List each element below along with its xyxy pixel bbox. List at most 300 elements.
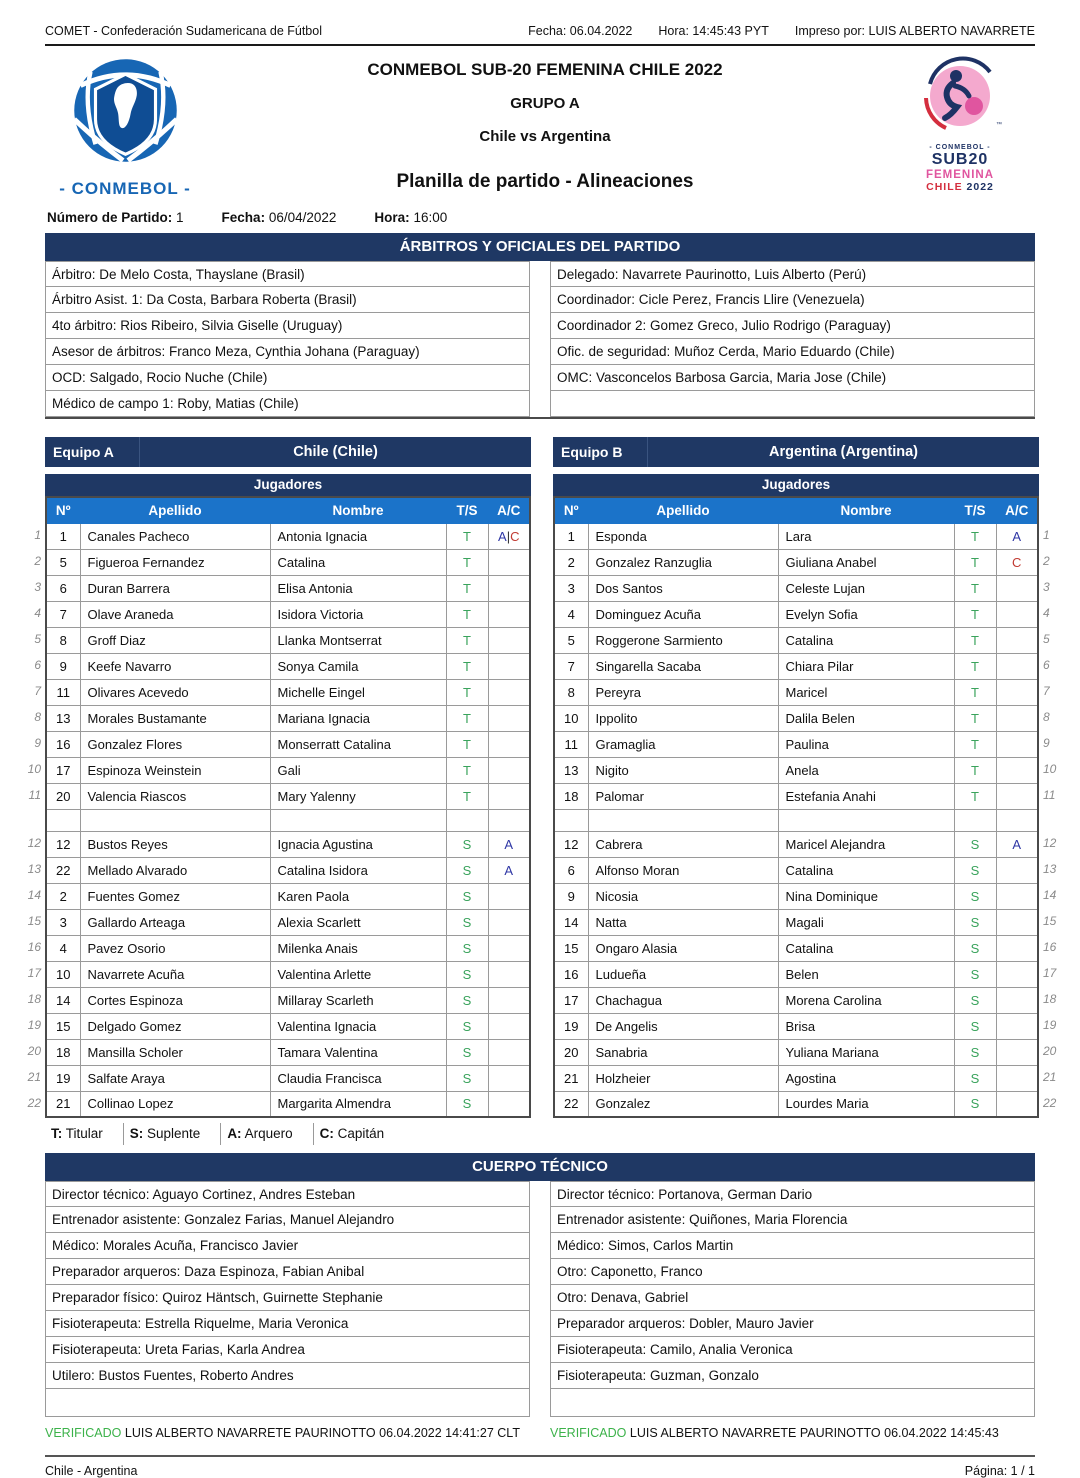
player-row: [554, 653, 1038, 679]
print-date: Fecha: 06.04.2022: [528, 24, 633, 38]
team-a-label: Equipo A: [45, 437, 140, 467]
player-nombre-cell: Nina Dominique: [778, 883, 954, 909]
player-ac-cell: [996, 783, 1038, 809]
col-ts: T/S: [954, 497, 996, 523]
separator-cell: [446, 809, 488, 831]
arquero-flag: A: [1012, 528, 1022, 544]
separator-row: [554, 809, 1038, 831]
player-nombre-cell: Estefania Anahi: [778, 783, 954, 809]
player-number-cell: 19: [554, 1013, 588, 1039]
player-nombre-cell: Valentina Ignacia: [270, 1013, 446, 1039]
player-ts-cell: S: [446, 1013, 488, 1039]
staff-row: Utilero: Bustos Fuentes, Roberto Andres: [45, 1363, 530, 1389]
player-ts-cell: S: [954, 883, 996, 909]
player-apellido-cell: Olave Araneda: [80, 601, 270, 627]
player-ts-cell: T: [954, 575, 996, 601]
player-number-cell: 5: [46, 549, 80, 575]
player-ac-cell: [996, 1013, 1038, 1039]
legend-key: C:: [319, 1126, 334, 1141]
player-number-cell: 8: [554, 679, 588, 705]
player-ac-cell: [996, 705, 1038, 731]
player-number-cell: 9: [554, 883, 588, 909]
player-ts-cell: S: [446, 883, 488, 909]
player-nombre-cell: Catalina: [778, 627, 954, 653]
row-index: 13: [1043, 862, 1057, 876]
player-row: [46, 909, 530, 935]
player-ts-cell: T: [446, 653, 488, 679]
player-row: [554, 831, 1038, 857]
player-apellido-cell: Valencia Riascos: [80, 783, 270, 809]
player-ac-cell: [488, 757, 530, 783]
player-apellido-cell: Nigito: [588, 757, 778, 783]
logo-femenina-line: FEMENINA: [925, 169, 995, 181]
separator-cell: [80, 809, 270, 831]
player-number-cell: 11: [554, 731, 588, 757]
team-b-jugadores-bar: Jugadores: [553, 474, 1039, 496]
officials-section: [45, 233, 1035, 419]
player-nombre-cell: Sonya Camila: [270, 653, 446, 679]
player-ts-cell: T: [446, 575, 488, 601]
row-index: 7: [1043, 684, 1050, 698]
row-index: 5: [1043, 632, 1050, 646]
player-nombre-cell: Chiara Pilar: [778, 653, 954, 679]
player-row: [46, 1039, 530, 1065]
player-number-cell: 1: [46, 523, 80, 549]
player-number-cell: 13: [46, 705, 80, 731]
player-nombre-cell: Maricel: [778, 679, 954, 705]
legend-item: A: Arquero: [221, 1123, 313, 1145]
player-ts-cell: T: [446, 757, 488, 783]
player-number-cell: 10: [554, 705, 588, 731]
staff-right-column: [550, 1181, 1035, 1417]
player-ac-cell: [996, 935, 1038, 961]
player-ts-cell: T: [446, 549, 488, 575]
player-apellido-cell: Pavez Osorio: [80, 935, 270, 961]
player-number-cell: 22: [46, 857, 80, 883]
col-nombre: Nombre: [778, 497, 954, 523]
player-number-cell: 12: [46, 831, 80, 857]
player-number-cell: 2: [554, 549, 588, 575]
player-ac-cell: [996, 909, 1038, 935]
player-ac-cell: [488, 575, 530, 601]
player-apellido-cell: Gonzalez Ranzuglia: [588, 549, 778, 575]
player-row: [46, 575, 530, 601]
player-row: [554, 757, 1038, 783]
row-index: 3: [1043, 580, 1050, 594]
player-ac-cell: [488, 1091, 530, 1117]
conmebol-wordmark: - CONMEBOL -: [59, 179, 191, 198]
row-index: 7: [34, 684, 41, 698]
player-row: [46, 935, 530, 961]
legend-key: S:: [129, 1126, 144, 1141]
player-apellido-cell: Natta: [588, 909, 778, 935]
match-date: [222, 210, 337, 225]
staff-row: Preparador arqueros: Dobler, Mauro Javier: [550, 1311, 1035, 1337]
staff-row: Otro: Caponetto, Franco: [550, 1259, 1035, 1285]
player-nombre-cell: Brisa: [778, 1013, 954, 1039]
row-index: 15: [27, 914, 41, 928]
player-nombre-cell: Elisa Antonia: [270, 575, 446, 601]
player-number-cell: 8: [46, 627, 80, 653]
conmebol-logo: [45, 54, 205, 204]
player-ac-cell: [996, 549, 1038, 575]
player-nombre-cell: Claudia Francisca: [270, 1065, 446, 1091]
row-index: 17: [1043, 966, 1057, 980]
player-nombre-cell: Agostina: [778, 1065, 954, 1091]
player-ac-cell: [488, 857, 530, 883]
team-b-block: [553, 437, 1057, 1118]
player-ts-cell: T: [954, 627, 996, 653]
player-row: [46, 653, 530, 679]
match-number-value: 1: [176, 210, 184, 225]
player-row: [46, 601, 530, 627]
player-ts-cell: T: [446, 601, 488, 627]
arquero-flag: A: [504, 862, 514, 878]
player-ac-cell: [488, 987, 530, 1013]
row-index: 20: [1043, 1044, 1057, 1058]
player-row: [554, 1013, 1038, 1039]
player-ac-cell: [488, 549, 530, 575]
logo-sub20-line: SUB20: [931, 151, 989, 168]
capitan-flag: C: [510, 528, 520, 544]
player-ac-cell: [488, 1065, 530, 1091]
row-index: 8: [1043, 710, 1050, 724]
player-ts-cell: T: [954, 653, 996, 679]
player-ac-cell: [488, 601, 530, 627]
player-row: [554, 575, 1038, 601]
player-number-cell: 9: [46, 653, 80, 679]
row-index: 8: [34, 710, 41, 724]
player-ts-cell: T: [446, 627, 488, 653]
capitan-flag: C: [1012, 554, 1022, 570]
player-nombre-cell: Celeste Lujan: [778, 575, 954, 601]
player-ts-cell: S: [446, 1039, 488, 1065]
player-ts-cell: S: [446, 1065, 488, 1091]
player-ts-cell: T: [954, 679, 996, 705]
player-ts-cell: S: [446, 1091, 488, 1117]
row-index: 15: [1043, 914, 1057, 928]
player-ts-cell: S: [954, 1013, 996, 1039]
player-ac-cell: [996, 523, 1038, 549]
player-nombre-cell: Magali: [778, 909, 954, 935]
player-apellido-cell: Salfate Araya: [80, 1065, 270, 1091]
player-row: [46, 961, 530, 987]
player-row: [46, 731, 530, 757]
row-index: 16: [27, 940, 41, 954]
player-number-cell: 6: [554, 857, 588, 883]
separator-cell: [554, 809, 588, 831]
player-ts-cell: S: [954, 987, 996, 1013]
player-nombre-cell: Tamara Valentina: [270, 1039, 446, 1065]
player-ac-cell: [488, 909, 530, 935]
player-row: [46, 1013, 530, 1039]
row-index: 18: [27, 992, 41, 1006]
player-number-cell: 16: [46, 731, 80, 757]
player-apellido-cell: Roggerone Sarmiento: [588, 627, 778, 653]
footer-page-number: Página: 1 / 1: [964, 1464, 1035, 1478]
fixture-title: Chile vs Argentina: [479, 128, 611, 145]
player-number-cell: 1: [554, 523, 588, 549]
player-row: [554, 935, 1038, 961]
player-ac-cell: [996, 757, 1038, 783]
separator-cell: [270, 809, 446, 831]
player-nombre-cell: Isidora Victoria: [270, 601, 446, 627]
team-a-row-index-rail: [23, 522, 41, 1116]
player-apellido-cell: Morales Bustamante: [80, 705, 270, 731]
player-nombre-cell: Antonia Ignacia: [270, 523, 446, 549]
rail-spacer: [23, 808, 41, 830]
player-ac-cell: [488, 883, 530, 909]
match-date-label: Fecha:: [221, 210, 266, 225]
player-number-cell: 4: [554, 601, 588, 627]
official-row: Ofic. de seguridad: Muñoz Cerda, Mario Eduardo (Chile): [550, 339, 1035, 365]
match-time-value: 16:00: [413, 210, 448, 225]
player-ac-cell: [488, 705, 530, 731]
player-row: [554, 1065, 1038, 1091]
player-ts-cell: S: [954, 831, 996, 857]
separator-cell: [588, 809, 778, 831]
player-ac-cell: [488, 1013, 530, 1039]
staff-empty-row: [550, 1389, 1035, 1417]
player-ac-cell: [996, 1065, 1038, 1091]
team-b-players-table: [553, 496, 1039, 1118]
logo-chile-text: CHILE: [926, 181, 963, 193]
player-apellido-cell: Figueroa Fernandez: [80, 549, 270, 575]
player-row: [554, 961, 1038, 987]
player-row: [554, 909, 1038, 935]
player-apellido-cell: Gramaglia: [588, 731, 778, 757]
teams-section: [27, 437, 1057, 1118]
player-row: [554, 1039, 1038, 1065]
player-apellido-cell: Collinao Lopez: [80, 1091, 270, 1117]
staff-row: Médico: Simos, Carlos Martin: [550, 1233, 1035, 1259]
player-number-cell: 5: [554, 627, 588, 653]
legend-key: A:: [227, 1126, 242, 1141]
conmebol-emblem-icon: [63, 54, 188, 172]
player-number-cell: 16: [554, 961, 588, 987]
player-row: [46, 783, 530, 809]
separator-row: [46, 809, 530, 831]
row-index: 16: [1043, 940, 1057, 954]
player-number-cell: 3: [554, 575, 588, 601]
player-row: [46, 549, 530, 575]
player-nombre-cell: Yuliana Mariana: [778, 1039, 954, 1065]
player-apellido-cell: Bustos Reyes: [80, 831, 270, 857]
staff-section: [45, 1153, 1035, 1417]
player-ac-cell: [488, 831, 530, 857]
player-nombre-cell: Maricel Alejandra: [778, 831, 954, 857]
team-b-label: Equipo B: [553, 437, 648, 467]
row-index: 17: [27, 966, 41, 980]
player-apellido-cell: Keefe Navarro: [80, 653, 270, 679]
staff-left-column: [45, 1181, 530, 1417]
verified-right: [550, 1426, 1035, 1440]
player-nombre-cell: Catalina: [778, 935, 954, 961]
player-ts-cell: S: [954, 909, 996, 935]
row-index: 5: [34, 632, 41, 646]
team-a-name: Chile (Chile): [293, 444, 378, 460]
player-apellido-cell: Dos Santos: [588, 575, 778, 601]
player-number-cell: 7: [46, 601, 80, 627]
staff-row: Director técnico: Portanova, German Dario: [550, 1181, 1035, 1207]
match-date-value: 06/04/2022: [268, 210, 337, 225]
player-apellido-cell: Canales Pacheco: [80, 523, 270, 549]
team-b-row-index-rail: [1043, 522, 1061, 1116]
match-number-label: Número de Partido:: [47, 210, 173, 225]
row-index: 14: [27, 888, 41, 902]
player-apellido-cell: Esponda: [588, 523, 778, 549]
player-nombre-cell: Karen Paola: [270, 883, 446, 909]
player-number-cell: 14: [554, 909, 588, 935]
group-title: GRUPO A: [510, 95, 580, 112]
separator-cell: [954, 809, 996, 831]
player-nombre-cell: Lourdes Maria: [778, 1091, 954, 1117]
player-apellido-cell: Sanabria: [588, 1039, 778, 1065]
player-row: [554, 627, 1038, 653]
player-nombre-cell: Evelyn Sofia: [778, 601, 954, 627]
player-row: [46, 883, 530, 909]
col-num: Nº: [554, 497, 588, 523]
player-apellido-cell: Nicosia: [588, 883, 778, 909]
official-row: OCD: Salgado, Rocio Nuche (Chile): [45, 365, 530, 391]
player-apellido-cell: Fuentes Gomez: [80, 883, 270, 909]
sub20-femenina-logo-icon: [912, 54, 1008, 138]
player-apellido-cell: Gonzalez Flores: [80, 731, 270, 757]
staff-row: Director técnico: Aguayo Cortinez, Andres Esteban: [45, 1181, 530, 1207]
col-ac: A/C: [488, 497, 530, 523]
official-row: [550, 391, 1035, 417]
player-row: [554, 883, 1038, 909]
player-apellido-cell: Olivares Acevedo: [80, 679, 270, 705]
page-title: Planilla de partido - Alineaciones: [396, 171, 694, 192]
verified-text: LUIS ALBERTO NAVARRETE PAURINOTTO 06.04.2022 14:41:27 CLT: [124, 1426, 520, 1440]
print-meta: [528, 24, 1035, 38]
staff-row: Entrenador asistente: Gonzalez Farias, Manuel Alejandro: [45, 1207, 530, 1233]
player-nombre-cell: Catalina: [778, 857, 954, 883]
row-index: 2: [1043, 554, 1050, 568]
player-ts-cell: S: [446, 857, 488, 883]
official-row: Árbitro: De Melo Costa, Thayslane (Brasil): [45, 261, 530, 287]
player-apellido-cell: Ippolito: [588, 705, 778, 731]
player-apellido-cell: Palomar: [588, 783, 778, 809]
player-number-cell: 14: [46, 987, 80, 1013]
logo-chile2022-line: [885, 181, 1035, 193]
team-b-columns-header: [554, 497, 1038, 523]
row-index: 1: [34, 528, 41, 542]
row-index: 6: [1043, 658, 1050, 672]
player-apellido-cell: Groff Diaz: [80, 627, 270, 653]
player-apellido-cell: Mansilla Scholer: [80, 1039, 270, 1065]
player-row: [46, 627, 530, 653]
row-index: 19: [27, 1018, 41, 1032]
officials-right-column: [550, 261, 1035, 417]
row-index: 4: [34, 606, 41, 620]
player-number-cell: 22: [554, 1091, 588, 1117]
player-ac-cell: [488, 961, 530, 987]
player-ac-cell: [996, 857, 1038, 883]
team-a-jugadores-bar: Jugadores: [45, 474, 531, 496]
verified-badge: VERIFICADO: [45, 1426, 122, 1440]
player-ac-cell: [488, 1039, 530, 1065]
official-row: Coordinador: Cicle Perez, Francis Llire (Venezuela): [550, 287, 1035, 313]
col-apellido: Apellido: [588, 497, 778, 523]
separator-cell: [778, 809, 954, 831]
player-ac-cell: [996, 679, 1038, 705]
player-apellido-cell: Delgado Gomez: [80, 1013, 270, 1039]
player-apellido-cell: Holzheier: [588, 1065, 778, 1091]
player-row: [46, 987, 530, 1013]
staff-empty-row: [45, 1389, 530, 1417]
player-apellido-cell: De Angelis: [588, 1013, 778, 1039]
player-ts-cell: T: [954, 705, 996, 731]
staff-section-title: CUERPO TÉCNICO: [45, 1153, 1035, 1181]
verified-row: [45, 1426, 1035, 1440]
player-apellido-cell: Ongaro Alasia: [588, 935, 778, 961]
col-num: Nº: [46, 497, 80, 523]
flag-separator: |: [506, 528, 511, 544]
top-meta-bar: [45, 24, 1035, 46]
row-index: 10: [1043, 762, 1057, 776]
player-ts-cell: T: [446, 705, 488, 731]
player-ac-cell: [488, 731, 530, 757]
tournament-title: CONMEBOL SUB-20 FEMENINA CHILE 2022: [367, 60, 723, 79]
team-a-columns-header: [46, 497, 530, 523]
match-info-row: [45, 210, 1035, 225]
col-ac: A/C: [996, 497, 1038, 523]
player-nombre-cell: Catalina Isidora: [270, 857, 446, 883]
player-nombre-cell: Mary Yalenny: [270, 783, 446, 809]
player-ts-cell: T: [954, 783, 996, 809]
player-row: [46, 1091, 530, 1117]
row-index: 20: [27, 1044, 41, 1058]
player-ts-cell: T: [446, 679, 488, 705]
print-time: Hora: 14:45:43 PYT: [658, 24, 769, 38]
player-ac-cell: [996, 961, 1038, 987]
player-nombre-cell: Anela: [778, 757, 954, 783]
player-ac-cell: [996, 883, 1038, 909]
player-row: [46, 523, 530, 549]
row-index: 21: [1043, 1070, 1057, 1084]
player-row: [554, 549, 1038, 575]
officials-section-title: ÁRBITROS Y OFICIALES DEL PARTIDO: [45, 233, 1035, 261]
player-row: [554, 731, 1038, 757]
player-apellido-cell: Espinoza Weinstein: [80, 757, 270, 783]
player-row: [554, 783, 1038, 809]
player-row: [46, 679, 530, 705]
player-ts-cell: S: [954, 857, 996, 883]
player-apellido-cell: Navarrete Acuña: [80, 961, 270, 987]
player-nombre-cell: Valentina Arlette: [270, 961, 446, 987]
player-apellido-cell: Mellado Alvarado: [80, 857, 270, 883]
player-number-cell: 3: [46, 909, 80, 935]
player-ts-cell: T: [954, 757, 996, 783]
player-nombre-cell: Alexia Scarlett: [270, 909, 446, 935]
verified-badge: VERIFICADO: [550, 1426, 627, 1440]
row-index: 21: [27, 1070, 41, 1084]
player-ac-cell: [996, 575, 1038, 601]
player-row: [554, 523, 1038, 549]
col-nombre: Nombre: [270, 497, 446, 523]
arquero-flag: A: [1012, 836, 1022, 852]
officials-left-column: [45, 261, 530, 417]
row-index: 9: [34, 736, 41, 750]
verified-text: LUIS ALBERTO NAVARRETE PAURINOTTO 06.04.2022 14:45:43: [629, 1426, 999, 1440]
col-apellido: Apellido: [80, 497, 270, 523]
player-nombre-cell: Paulina: [778, 731, 954, 757]
logo-conmebol-line: - CONMEBOL -: [929, 144, 991, 151]
official-row: Delegado: Navarrete Paurinotto, Luis Alberto (Perú): [550, 261, 1035, 287]
team-a-block: [27, 437, 531, 1118]
